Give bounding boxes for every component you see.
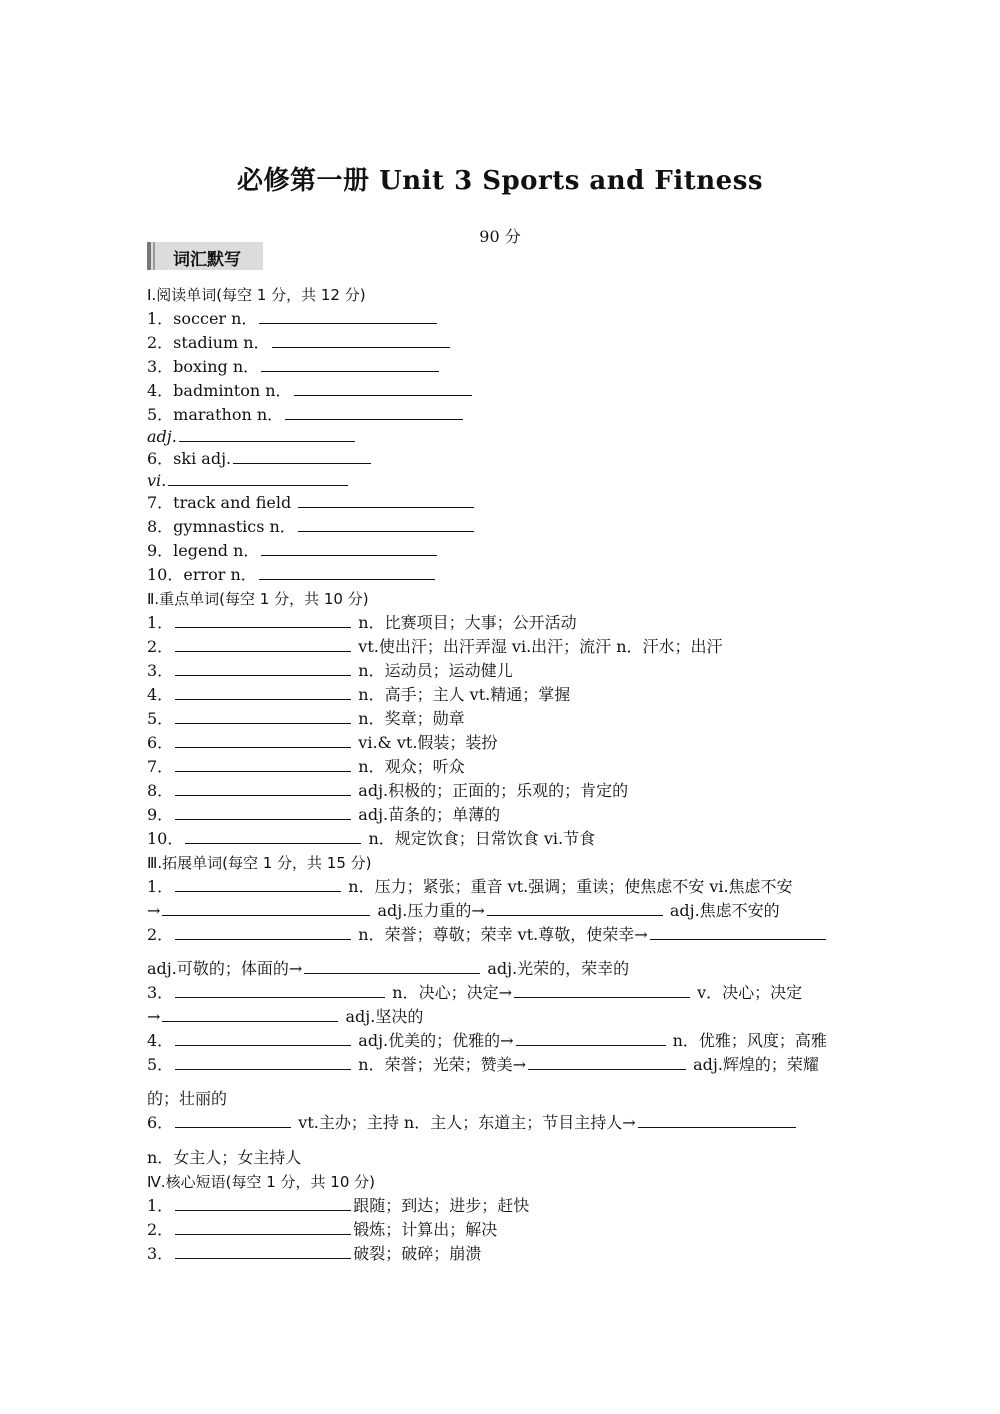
section-heading-key-words: Ⅱ.重点单词(每空 1 分，共 10 分) (147, 590, 369, 608)
list-item: adj.可敬的；体面的→ adj.光荣的，荣幸的 (147, 959, 630, 978)
list-item: 3． n．运动员；运动健儿 (147, 661, 513, 680)
answer-blank[interactable] (638, 1113, 796, 1128)
list-item: 2． vt.使出汗；出汗弄湿 vi.出汗；流汗 n．汗水；出汗 (147, 637, 723, 656)
list-item: 1． n．比赛项目；大事；公开活动 (147, 613, 577, 632)
answer-blank[interactable] (175, 613, 351, 628)
list-item: 5． n．荣誉；光荣；赞美→ adj.辉煌的；荣耀 (147, 1055, 819, 1074)
list-item: 6．ski adj. (147, 449, 373, 469)
list-item: 4．badminton n． (147, 381, 474, 401)
list-item: 9． adj.苗条的；单薄的 (147, 805, 501, 824)
answer-blank[interactable] (304, 959, 480, 974)
answer-blank[interactable] (487, 901, 663, 916)
list-item: vi. (147, 471, 350, 491)
answer-blank[interactable] (298, 517, 474, 532)
answer-blank[interactable] (175, 685, 351, 700)
list-item: 9．legend n． (147, 541, 439, 561)
list-item: → adj.坚决的 (147, 1007, 424, 1026)
list-item: 6． vi.& vt.假装；装扮 (147, 733, 498, 752)
answer-blank[interactable] (175, 709, 351, 724)
list-item: 3． 破裂；破碎；崩溃 (147, 1244, 482, 1263)
list-item: 4． n．高手；主人 vt.精通；掌握 (147, 685, 571, 704)
page-title: 必修第一册 Unit 3 Sports and Fitness (237, 166, 763, 196)
answer-blank[interactable] (162, 901, 370, 916)
list-item: 2． 锻炼；计算出；解决 (147, 1220, 498, 1239)
answer-blank[interactable] (175, 637, 351, 652)
list-item: 1．soccer n． (147, 309, 439, 329)
section-heading-reading: Ⅰ.阅读单词(每空 1 分，共 12 分) (147, 286, 366, 304)
answer-blank[interactable] (175, 1055, 351, 1070)
answer-blank[interactable] (175, 983, 385, 998)
answer-blank[interactable] (259, 565, 435, 580)
list-item: 1． n．压力；紧张；重音 vt.强调；重读；使焦虑不安 vi.焦虑不安 (147, 877, 793, 896)
list-item: 4． adj.优美的；优雅的→ n．优雅；风度；高雅 (147, 1031, 827, 1050)
answer-blank[interactable] (175, 1220, 351, 1235)
list-item: n．女主人；女主持人 (147, 1148, 302, 1167)
answer-blank[interactable] (175, 1244, 351, 1259)
answer-blank[interactable] (175, 925, 351, 940)
list-item: 8． adj.积极的；正面的；乐观的；肯定的 (147, 781, 629, 800)
answer-blank[interactable] (261, 541, 437, 556)
answer-blank[interactable] (175, 661, 351, 676)
answer-blank[interactable] (294, 381, 472, 396)
list-item: 5．marathon n． (147, 405, 465, 425)
answer-blank[interactable] (175, 805, 351, 820)
answer-blank[interactable] (175, 1196, 351, 1211)
list-item: 3． n．决心；决定→ v．决心；决定 (147, 983, 803, 1002)
answer-blank[interactable] (233, 449, 371, 464)
answer-blank[interactable] (175, 733, 351, 748)
answer-blank[interactable] (175, 757, 351, 772)
answer-blank[interactable] (516, 1031, 666, 1046)
list-item: 2． n．荣誉；尊敬；荣幸 vt.尊敬，使荣幸→ (147, 925, 828, 945)
list-item: 6． vt.主办；主持 n．主人；东道主；节目主持人→ (147, 1113, 798, 1133)
list-item: 7． n．观众；听众 (147, 757, 465, 776)
list-item: 5． n．奖章；勋章 (147, 709, 465, 728)
list-item: 2．stadium n． (147, 333, 452, 353)
answer-blank[interactable] (259, 309, 437, 324)
list-item: 1． 跟随；到达；进步；赶快 (147, 1196, 530, 1215)
answer-blank[interactable] (650, 925, 826, 940)
answer-blank[interactable] (168, 471, 348, 486)
list-item: → adj.压力重的→ adj.焦虑不安的 (147, 901, 780, 920)
answer-blank[interactable] (261, 357, 439, 372)
section-heading-core-phrases: Ⅳ.核心短语(每空 1 分，共 10 分) (147, 1173, 376, 1191)
section-badge (147, 242, 263, 270)
answer-blank[interactable] (298, 493, 474, 508)
list-item: 的；壮丽的 (147, 1089, 228, 1108)
answer-blank[interactable] (175, 1031, 351, 1046)
list-item: adj. (147, 427, 357, 447)
answer-blank[interactable] (528, 1055, 686, 1070)
list-item: 3．boxing n． (147, 357, 441, 377)
answer-blank[interactable] (272, 333, 450, 348)
answer-blank[interactable] (175, 781, 351, 796)
answer-blank[interactable] (175, 1113, 291, 1128)
list-item: 8．gymnastics n． (147, 517, 476, 537)
answer-blank[interactable] (285, 405, 463, 420)
answer-blank[interactable] (175, 877, 341, 892)
total-score: 90 分 (479, 227, 521, 246)
answer-blank[interactable] (514, 983, 690, 998)
list-item: 7．track and field (147, 493, 476, 513)
section-heading-extended-words: Ⅲ.拓展单词(每空 1 分，共 15 分) (147, 854, 372, 872)
answer-blank[interactable] (185, 829, 361, 844)
list-item: 10．error n． (147, 565, 437, 585)
answer-blank[interactable] (179, 427, 355, 442)
answer-blank[interactable] (162, 1007, 338, 1022)
badge-label: 词汇默写 (173, 250, 241, 270)
list-item: 10． n．规定饮食；日常饮食 vi.节食 (147, 829, 596, 848)
